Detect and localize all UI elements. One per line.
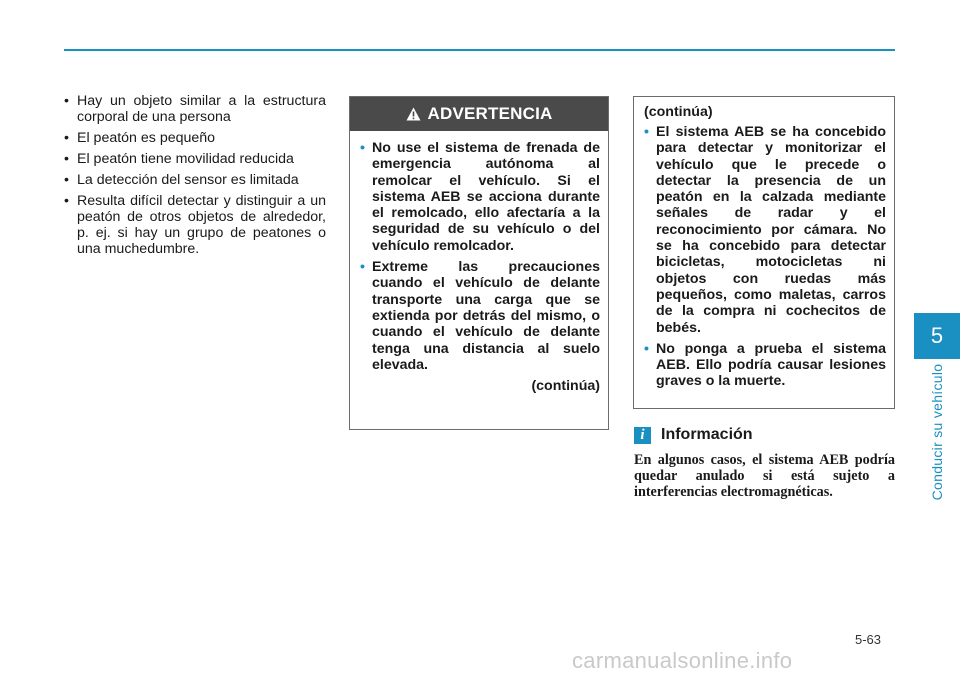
info-section xyxy=(634,426,895,500)
info-icon: i xyxy=(634,427,651,444)
list-item: • La detección del sensor es limitada xyxy=(64,172,326,188)
list-item: • Hay un objeto similar a la estructura corporal de una persona xyxy=(64,93,326,125)
list-item: • Resulta difícil detectar y distinguir a un peatón de otros objetos de alrededor, p. ej. si hay un grupo de peatones o una muchedumbre. xyxy=(64,193,326,257)
list-item: • El peatón tiene movilidad reducida xyxy=(64,151,326,167)
list-item: • El peatón es pequeño xyxy=(64,130,326,146)
warning-header xyxy=(350,97,608,131)
warning-list xyxy=(360,140,600,373)
header-rule xyxy=(64,49,895,51)
list-item: • El sistema AEB se ha concebido para detectar y monitorizar el vehículo que le precede o detectar la presencia de un peatón en la calzada mediante señales de radar y el reconocimiento por cámara. No se ha concebido para detectar bicicletas, motocicletas ni objetos con ruedas más pequeños, como maletas, carros de la compra ni cochecitos de bebés. xyxy=(644,124,886,336)
left-column xyxy=(64,93,326,262)
warning-triangle-icon xyxy=(406,107,421,121)
continued-title: (continúa) xyxy=(644,104,713,120)
continued-warning-box xyxy=(633,96,895,409)
info-text: En algunos casos, el sistema AEB podría quedar anulado si está sujeto a interferencias electromagnéticas. xyxy=(634,452,895,500)
list-item: • No use el sistema de frenada de emergencia autónoma al remolcar el vehículo. Si el sistema AEB se acciona durante el remolcado, ello afectaría a la seguridad de su vehículo o del vehículo remolcador. xyxy=(360,140,600,254)
chapter-label: Conducir su vehículo xyxy=(929,363,945,501)
page-number: 5-63 xyxy=(855,632,882,647)
list-item: • Extreme las precauciones cuando el vehículo de delante transporte una carga que se extienda por detrás del mismo, o cuando el vehículo de delante tenga una distancia al suelo elevada. xyxy=(360,259,600,373)
info-title: Información xyxy=(661,426,753,443)
list-item: • No ponga a prueba el sistema AEB. Ello podría causar lesiones graves o la muerte. xyxy=(644,341,886,390)
continued-list xyxy=(644,124,886,390)
chapter-tab: 5 xyxy=(914,313,960,359)
condition-list xyxy=(64,93,326,257)
warning-box xyxy=(349,96,609,430)
continued-note: (continúa) xyxy=(531,378,600,395)
watermark: carmanualsonline.info xyxy=(572,648,793,673)
warning-title: ADVERTENCIA xyxy=(427,104,553,123)
